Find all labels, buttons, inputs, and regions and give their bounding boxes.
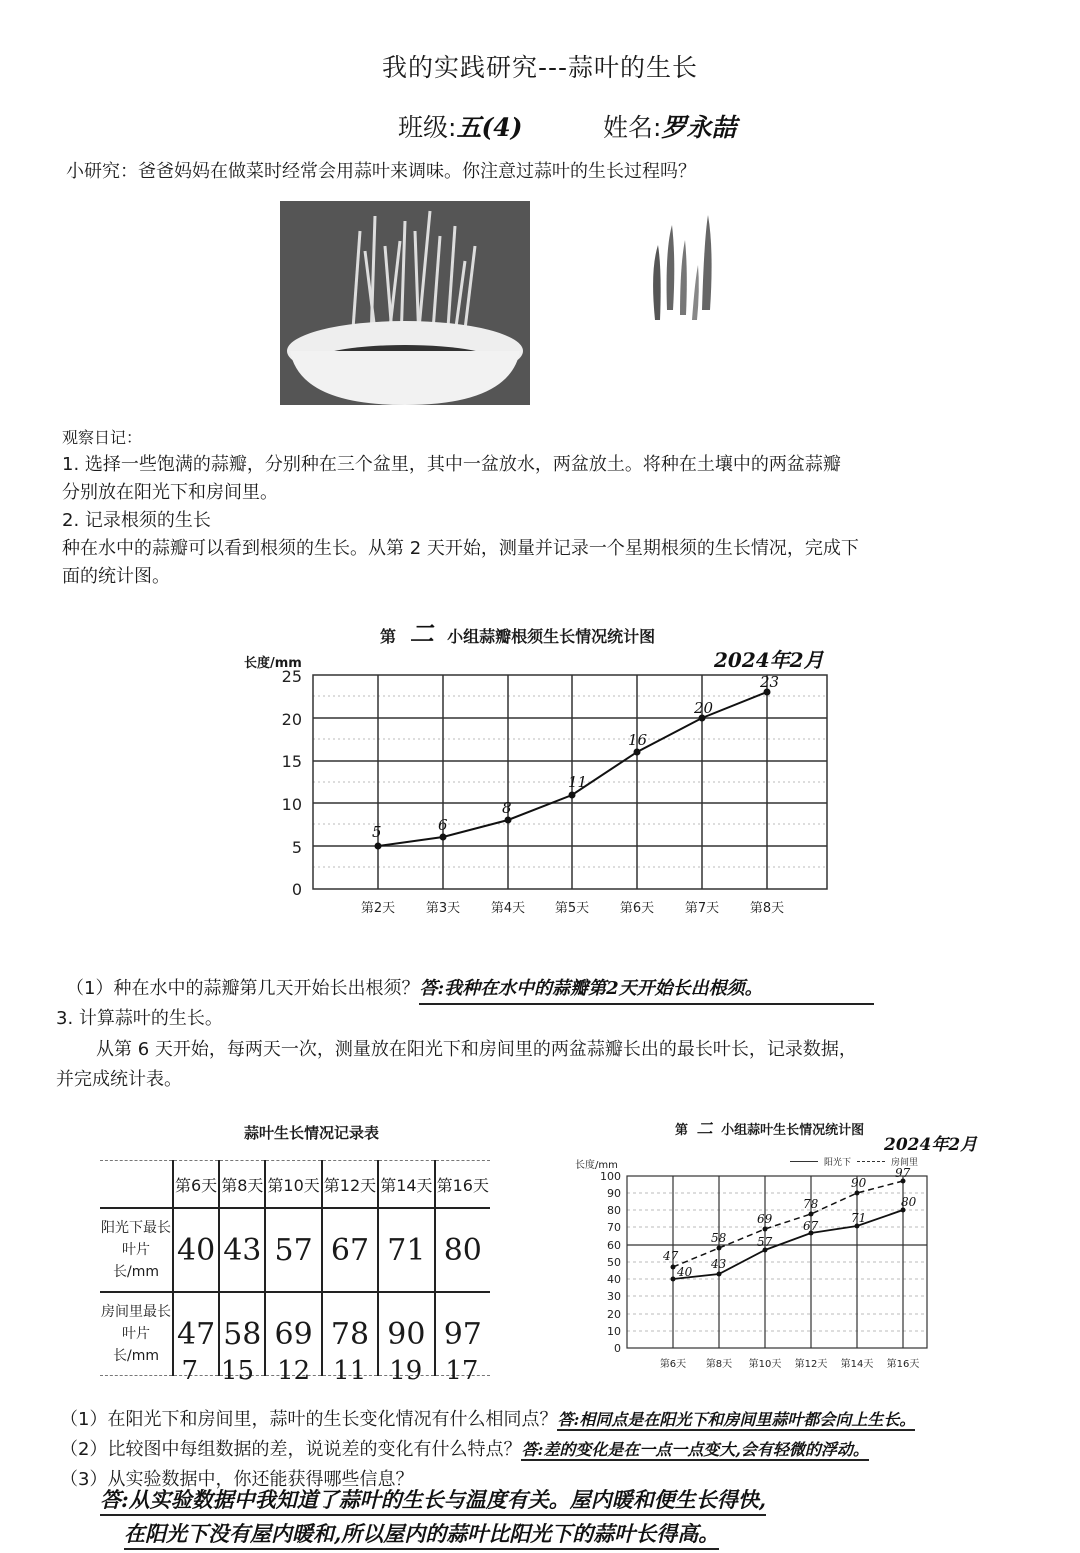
svg-text:5: 5 xyxy=(291,838,302,857)
table-row-room: 房间里最长 叶片长/mm 47 58 69 78 90 97 xyxy=(100,1292,490,1376)
svg-text:20: 20 xyxy=(281,710,302,729)
svg-text:97: 97 xyxy=(895,1168,911,1180)
svg-text:第8天: 第8天 xyxy=(749,901,785,916)
question-2-row xyxy=(60,1436,869,1464)
svg-text:5: 5 xyxy=(372,823,382,841)
step3-heading: 3. 计算蒜叶的生长。 xyxy=(56,1008,223,1029)
table-header-row: 第6天 第8天 第10天 第12天 第14天 第16天 xyxy=(100,1161,490,1209)
svg-text:第6天: 第6天 xyxy=(619,901,655,916)
svg-text:78: 78 xyxy=(803,1197,819,1211)
svg-text:40: 40 xyxy=(607,1273,621,1286)
svg-text:80: 80 xyxy=(607,1204,621,1217)
svg-text:71: 71 xyxy=(851,1211,867,1225)
question-2: （2）比较图中每组数据的差，说说差的变化有什么特点？ xyxy=(60,1439,522,1460)
leaf-growth-chart xyxy=(595,1168,940,1378)
svg-text:90: 90 xyxy=(851,1176,867,1190)
svg-text:30: 30 xyxy=(607,1290,621,1303)
chart1-group: 二 xyxy=(409,619,434,648)
svg-text:90: 90 xyxy=(607,1187,621,1200)
question-3: （3）从实验数据中，你还能获得哪些信息？ xyxy=(60,1469,414,1490)
chart2-title: 第 二 小组蒜叶生长情况统计图 xyxy=(675,1119,865,1138)
svg-text:100: 100 xyxy=(600,1170,621,1183)
svg-text:第7天: 第7天 xyxy=(684,901,720,916)
svg-text:第6天: 第6天 xyxy=(659,1359,687,1370)
leaf-growth-table xyxy=(100,1160,490,1376)
intro-text: 小研究：爸爸妈妈在做菜时经常会用蒜叶来调味。你注意过蒜叶的生长过程吗？ xyxy=(66,161,696,182)
svg-text:10: 10 xyxy=(281,795,302,814)
svg-text:第2天: 第2天 xyxy=(360,901,396,916)
svg-text:20: 20 xyxy=(694,699,714,717)
svg-text:23: 23 xyxy=(760,673,780,691)
svg-text:0: 0 xyxy=(614,1342,621,1355)
svg-text:10: 10 xyxy=(607,1325,621,1338)
class-value: 五(4) xyxy=(456,113,523,142)
svg-text:58: 58 xyxy=(711,1231,727,1245)
page-title: 我的实践研究---蒜叶的生长 xyxy=(381,53,699,82)
name-value: 罗永喆 xyxy=(661,113,737,142)
svg-text:第4天: 第4天 xyxy=(490,901,526,916)
chart1-date: 2024年2月 xyxy=(714,648,824,672)
name-label: 姓名: xyxy=(603,113,662,142)
svg-text:16: 16 xyxy=(628,731,648,749)
chart2-legend: 阳光下 房间里 xyxy=(790,1155,918,1168)
class-field xyxy=(398,108,523,144)
svg-text:第16天: 第16天 xyxy=(886,1359,920,1370)
garlic-sprout-illustration xyxy=(640,210,720,330)
svg-text:第14天: 第14天 xyxy=(840,1359,874,1370)
svg-text:80: 80 xyxy=(901,1195,917,1209)
diary-heading: 观察日记： xyxy=(62,428,143,447)
chart2-group: 二 xyxy=(696,1119,713,1138)
svg-text:15: 15 xyxy=(281,752,302,771)
svg-text:69: 69 xyxy=(757,1212,773,1226)
question-1-row xyxy=(60,1406,915,1434)
svg-text:50: 50 xyxy=(607,1256,621,1269)
diary-step1-cont: 分别放在阳光下和房间里。 xyxy=(62,482,278,503)
root-growth-chart xyxy=(270,665,850,925)
class-label: 班级: xyxy=(398,113,457,142)
chart1-ylabel: 长度/mm xyxy=(244,656,302,671)
name-field xyxy=(603,108,736,144)
svg-text:第8天: 第8天 xyxy=(705,1359,733,1370)
answer-3-line2: 在阳光下没有屋内暖和,所以屋内的蒜叶比阳光下的蒜叶长得高。 xyxy=(124,1518,719,1550)
svg-text:第5天: 第5天 xyxy=(554,901,590,916)
svg-text:60: 60 xyxy=(607,1239,621,1252)
step3-desc-cont: 并完成统计表。 xyxy=(56,1069,182,1090)
diary-step2: 2. 记录根须的生长 xyxy=(62,510,211,531)
differences-row: 7 15 12 11 19 17 xyxy=(181,1356,479,1386)
answer-1: 答:相同点是在阳光下和房间里蒜叶都会向上生长。 xyxy=(557,1410,916,1429)
q1-question: （1）种在水中的蒜瓣第几天开始长出根须？ xyxy=(66,978,420,999)
svg-text:20: 20 xyxy=(607,1308,621,1321)
garlic-pot-photo xyxy=(280,201,530,405)
svg-text:第12天: 第12天 xyxy=(794,1359,828,1370)
q1-row xyxy=(66,975,874,1005)
svg-text:43: 43 xyxy=(711,1257,727,1271)
table-title: 蒜叶生长情况记录表 xyxy=(244,1124,380,1142)
answer-3-line1: 答:从实验数据中我知道了蒜叶的生长与温度有关。屋内暖和便生长得快, xyxy=(100,1484,766,1516)
svg-text:47: 47 xyxy=(663,1249,679,1263)
svg-text:40: 40 xyxy=(677,1265,693,1279)
svg-text:67: 67 xyxy=(803,1219,819,1233)
chart2-ylabel: 长度/mm xyxy=(575,1160,618,1171)
step3-desc: 从第 6 天开始，每两天一次，测量放在阳光下和房间里的两盆蒜瓣长出的最长叶长，记录数据， xyxy=(96,1039,857,1060)
svg-text:第10天: 第10天 xyxy=(748,1359,782,1370)
svg-text:57: 57 xyxy=(757,1235,773,1249)
svg-text:第3天: 第3天 xyxy=(425,901,461,916)
chart2-date: 2024年2月 xyxy=(884,1135,978,1155)
diary-step2-desc-cont: 面的统计图。 xyxy=(62,566,170,587)
svg-text:0: 0 xyxy=(291,880,302,899)
chart1-title: 第 二 小组蒜瓣根须生长情况统计图 xyxy=(380,619,656,648)
answer-2: 答:差的变化是在一点一点变大,会有轻微的浮动。 xyxy=(521,1440,869,1459)
svg-text:70: 70 xyxy=(607,1221,621,1234)
svg-text:8: 8 xyxy=(502,799,512,817)
svg-text:6: 6 xyxy=(438,816,448,834)
q1-answer: 答:我种在水中的蒜瓣第2天开始长出根须。 xyxy=(419,975,874,1005)
diary-step2-desc: 种在水中的蒜瓣可以看到根须的生长。从第 2 天开始，测量并记录一个星期根须的生长情况，完成下 xyxy=(62,538,859,559)
legend-dashed-line-icon xyxy=(857,1161,885,1162)
table-row-sunlight: 阳光下最长 叶片长/mm 40 43 57 67 71 80 xyxy=(100,1208,490,1292)
diary-step1: 1. 选择一些饱满的蒜瓣，分别种在三个盆里，其中一盆放水，两盆放土。将种在土壤中的两盆蒜瓣 xyxy=(62,454,841,475)
question-1: （1）在阳光下和房间里，蒜叶的生长变化情况有什么相同点？ xyxy=(60,1409,558,1430)
svg-text:11: 11 xyxy=(568,773,588,791)
legend-solid-line-icon xyxy=(790,1161,818,1162)
svg-text:25: 25 xyxy=(281,667,302,686)
